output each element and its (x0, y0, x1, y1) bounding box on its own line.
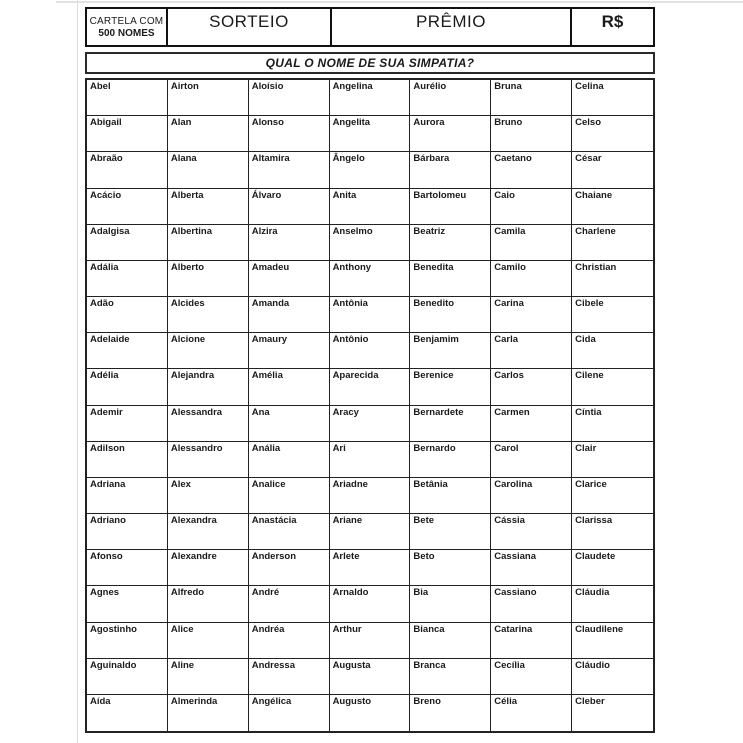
name-cell: Adilson (87, 442, 168, 478)
names-table (85, 78, 655, 733)
name-cell: Álvaro (249, 189, 330, 225)
cartela-label-line2: 500 NOMES (98, 27, 155, 39)
name-cell: Augusta (330, 659, 411, 695)
page-edge-top (56, 1, 743, 3)
name-cell: Aracy (330, 406, 411, 442)
name-cell: Caetano (491, 152, 572, 188)
name-cell: Arthur (330, 623, 411, 659)
name-cell: Anália (249, 442, 330, 478)
name-cell: Bartolomeu (410, 189, 491, 225)
name-cell: Abel (87, 80, 168, 116)
name-cell: Christian (572, 261, 653, 297)
name-cell: Celina (572, 80, 653, 116)
name-cell: Clarissa (572, 514, 653, 550)
name-cell: Branca (410, 659, 491, 695)
name-cell: André (249, 586, 330, 622)
name-cell: Augusto (330, 695, 411, 731)
name-cell: Bernardo (410, 442, 491, 478)
name-cell: Bernardete (410, 406, 491, 442)
question-text: QUAL O NOME DE SUA SIMPATIA? (265, 56, 475, 70)
name-cell: Carolina (491, 478, 572, 514)
name-cell: Ariane (330, 514, 411, 550)
name-cell: Alzira (249, 225, 330, 261)
name-cell: Benedita (410, 261, 491, 297)
name-cell: Aurélio (410, 80, 491, 116)
name-cell: Amanda (249, 297, 330, 333)
name-cell: Aparecida (330, 369, 411, 405)
name-cell: Antônio (330, 333, 411, 369)
name-cell: Adalgisa (87, 225, 168, 261)
name-cell: Antônia (330, 297, 411, 333)
name-cell: Alan (168, 116, 249, 152)
header-row (85, 7, 655, 47)
page-edge-left (77, 0, 78, 743)
name-cell: Anita (330, 189, 411, 225)
name-cell: Beatriz (410, 225, 491, 261)
name-cell: Charlene (572, 225, 653, 261)
name-cell: Cassiana (491, 550, 572, 586)
name-cell: Cibele (572, 297, 653, 333)
name-cell: Alfredo (168, 586, 249, 622)
name-cell: Almerinda (168, 695, 249, 731)
name-cell: Alberta (168, 189, 249, 225)
currency-label: R$ (601, 12, 624, 31)
question-bar (85, 52, 655, 74)
name-cell: Alexandre (168, 550, 249, 586)
name-cell: Carla (491, 333, 572, 369)
name-cell: Amélia (249, 369, 330, 405)
name-cell: Claudete (572, 550, 653, 586)
name-cell: Angelina (330, 80, 411, 116)
name-cell: César (572, 152, 653, 188)
name-cell: Ariadne (330, 478, 411, 514)
name-cell: Aurora (410, 116, 491, 152)
name-cell: Bárbara (410, 152, 491, 188)
name-cell: Andréa (249, 623, 330, 659)
name-cell: Claudilene (572, 623, 653, 659)
name-cell: Adão (87, 297, 168, 333)
name-cell: Cleber (575, 695, 605, 707)
name-cell: Altamira (249, 152, 330, 188)
name-cell: Andressa (249, 659, 330, 695)
name-cell: Betânia (410, 478, 491, 514)
name-cell: Bia (410, 586, 491, 622)
name-cell: Carina (491, 297, 572, 333)
name-cell: Célia (491, 695, 572, 731)
name-cell: Ângelo (330, 152, 411, 188)
name-cell: Carmen (491, 406, 572, 442)
name-cell: Aloísio (249, 80, 330, 116)
name-cell: Camila (491, 225, 572, 261)
name-cell: Alcione (168, 333, 249, 369)
name-cell: Acácio (87, 189, 168, 225)
name-cell: Agostinho (87, 623, 168, 659)
name-cell: Alberto (168, 261, 249, 297)
name-cell: Carol (491, 442, 572, 478)
name-cell: Cida (572, 333, 653, 369)
name-cell: Anthony (330, 261, 411, 297)
name-cell: Cecília (491, 659, 572, 695)
name-cell: Agnes (87, 586, 168, 622)
name-cell: Alexandra (168, 514, 249, 550)
name-cell: Arlete (330, 550, 411, 586)
name-cell: Alana (168, 152, 249, 188)
name-cell: Analice (249, 478, 330, 514)
name-cell: Ademir (87, 406, 168, 442)
name-cell: Airton (168, 80, 249, 116)
name-cell: Chaiane (572, 189, 653, 225)
name-cell: Cilene (572, 369, 653, 405)
name-cell: Aída (87, 695, 168, 731)
name-cell: Adália (87, 261, 168, 297)
name-cell: Ana (249, 406, 330, 442)
name-cell: Afonso (87, 550, 168, 586)
sorteio-label: SORTEIO (209, 12, 289, 31)
name-cell: Alex (168, 478, 249, 514)
name-cell: Carlos (491, 369, 572, 405)
name-cell: Alessandro (168, 442, 249, 478)
name-cell: Anastácia (249, 514, 330, 550)
name-cell: Catarina (491, 623, 572, 659)
name-cell: Alejandra (168, 369, 249, 405)
name-cell: Beto (410, 550, 491, 586)
name-cell: Bete (410, 514, 491, 550)
premio-box (332, 7, 572, 47)
name-cell: Bruna (491, 80, 572, 116)
name-cell: Aline (168, 659, 249, 695)
name-cell: Arnaldo (330, 586, 411, 622)
name-cell: Cassiano (491, 586, 572, 622)
name-cell: Benedito (410, 297, 491, 333)
cartela-label-line1: CARTELA COM (89, 15, 164, 27)
name-cell: Ari (330, 442, 411, 478)
name-cell: Alessandra (168, 406, 249, 442)
name-cell: Celso (572, 116, 653, 152)
name-cell: Albertina (168, 225, 249, 261)
name-cell: Alcides (168, 297, 249, 333)
name-cell: Anselmo (330, 225, 411, 261)
name-cell: Angélica (249, 695, 330, 731)
name-cell: Alice (168, 623, 249, 659)
name-cell: Amadeu (249, 261, 330, 297)
name-cell: Breno (410, 695, 491, 731)
name-cell: Berenice (410, 369, 491, 405)
name-cell: Clarice (572, 478, 653, 514)
name-cell: Cíntia (572, 406, 653, 442)
name-cell: Adelaide (87, 333, 168, 369)
name-cell: Adélia (87, 369, 168, 405)
sorteio-box (168, 7, 332, 47)
name-cell: Bianca (410, 623, 491, 659)
name-cell: Amaury (249, 333, 330, 369)
name-cell: Aguinaldo (87, 659, 168, 695)
name-cell: Abraão (87, 152, 168, 188)
cartela-box (85, 7, 168, 47)
name-cell: Angelita (330, 116, 411, 152)
name-cell: Benjamim (410, 333, 491, 369)
currency-box (572, 7, 655, 47)
name-cell: Clair (572, 442, 653, 478)
premio-label: PRÊMIO (415, 12, 486, 31)
name-cell: Bruno (491, 116, 572, 152)
name-cell: Adriano (87, 514, 168, 550)
name-cell: Abigail (87, 116, 168, 152)
name-cell: Camilo (491, 261, 572, 297)
name-cell: Cláudia (572, 586, 653, 622)
name-cell: Cláudio (572, 659, 653, 695)
name-cell: Anderson (249, 550, 330, 586)
name-cell: Caio (491, 189, 572, 225)
name-cell: Adriana (87, 478, 168, 514)
name-cell: Cássia (491, 514, 572, 550)
name-cell: Alonso (249, 116, 330, 152)
